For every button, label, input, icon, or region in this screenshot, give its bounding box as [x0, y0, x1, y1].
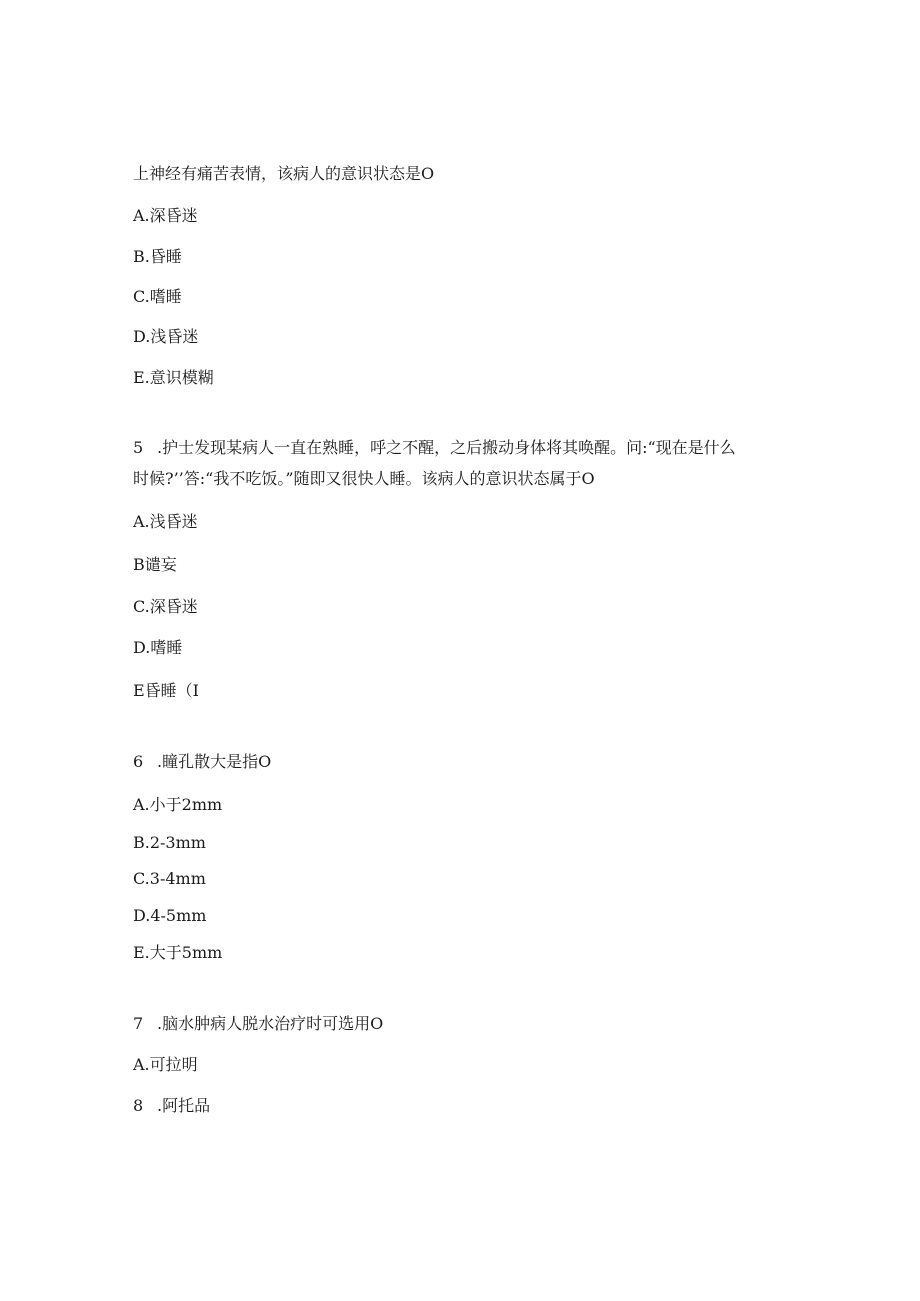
question-5-stem-text: .护士发现某病人一直在熟睡，呼之不醒，之后搬动身体将其唤醒。问:“现在是什么 — [157, 438, 736, 457]
question-4-option-c: C.嗜睡 — [133, 287, 182, 306]
question-8-stem-text: .阿托品 — [157, 1096, 211, 1115]
question-5-number: 5 — [133, 438, 144, 457]
question-7-stem — [133, 1014, 383, 1034]
question-5-option-d: D.嗜睡 — [133, 638, 183, 657]
question-7-number: 7 — [133, 1014, 144, 1033]
question-6-option-a: A.小于2mm — [133, 795, 223, 814]
question-5-option-c: C.深昏迷 — [133, 597, 198, 616]
question-8-number: 8 — [133, 1096, 144, 1115]
question-6-stem — [133, 752, 271, 772]
question-6-stem-text: .瞳孔散大是指O — [157, 752, 272, 771]
question-6-option-b: B.2-3mm — [133, 833, 206, 852]
question-4-option-d: D.浅昏迷 — [133, 327, 199, 346]
question-5-option-a: A.浅昏迷 — [133, 512, 198, 531]
question-4-stem: 上神经有痛苦表情，该病人的意识状态是O — [133, 164, 435, 183]
question-4-option-e: E.意识模糊 — [133, 368, 214, 387]
question-5-stem-line1 — [133, 438, 736, 458]
question-5-option-e: E昏睡（I — [133, 681, 200, 700]
question-7-option-a: A.可拉明 — [133, 1055, 198, 1074]
question-6-number: 6 — [133, 752, 144, 771]
question-6-option-d: D.4-5mm — [133, 906, 207, 925]
question-8-stem — [133, 1096, 210, 1116]
question-4-option-a: A.深昏迷 — [133, 206, 198, 225]
question-6-option-e: E.大于5mm — [133, 943, 223, 962]
question-7-stem-text: .脑水肿病人脱水治疗时可选用O — [157, 1014, 384, 1033]
question-5-option-b: B谴妄 — [133, 555, 177, 574]
question-4-option-b: B.昏睡 — [133, 247, 182, 266]
question-6-option-c: C.3-4mm — [133, 869, 206, 888]
question-5-stem-line2: 时候?’’答:“我不吃饭。”随即又很快人睡。该病人的意识状态属于O — [133, 469, 595, 488]
